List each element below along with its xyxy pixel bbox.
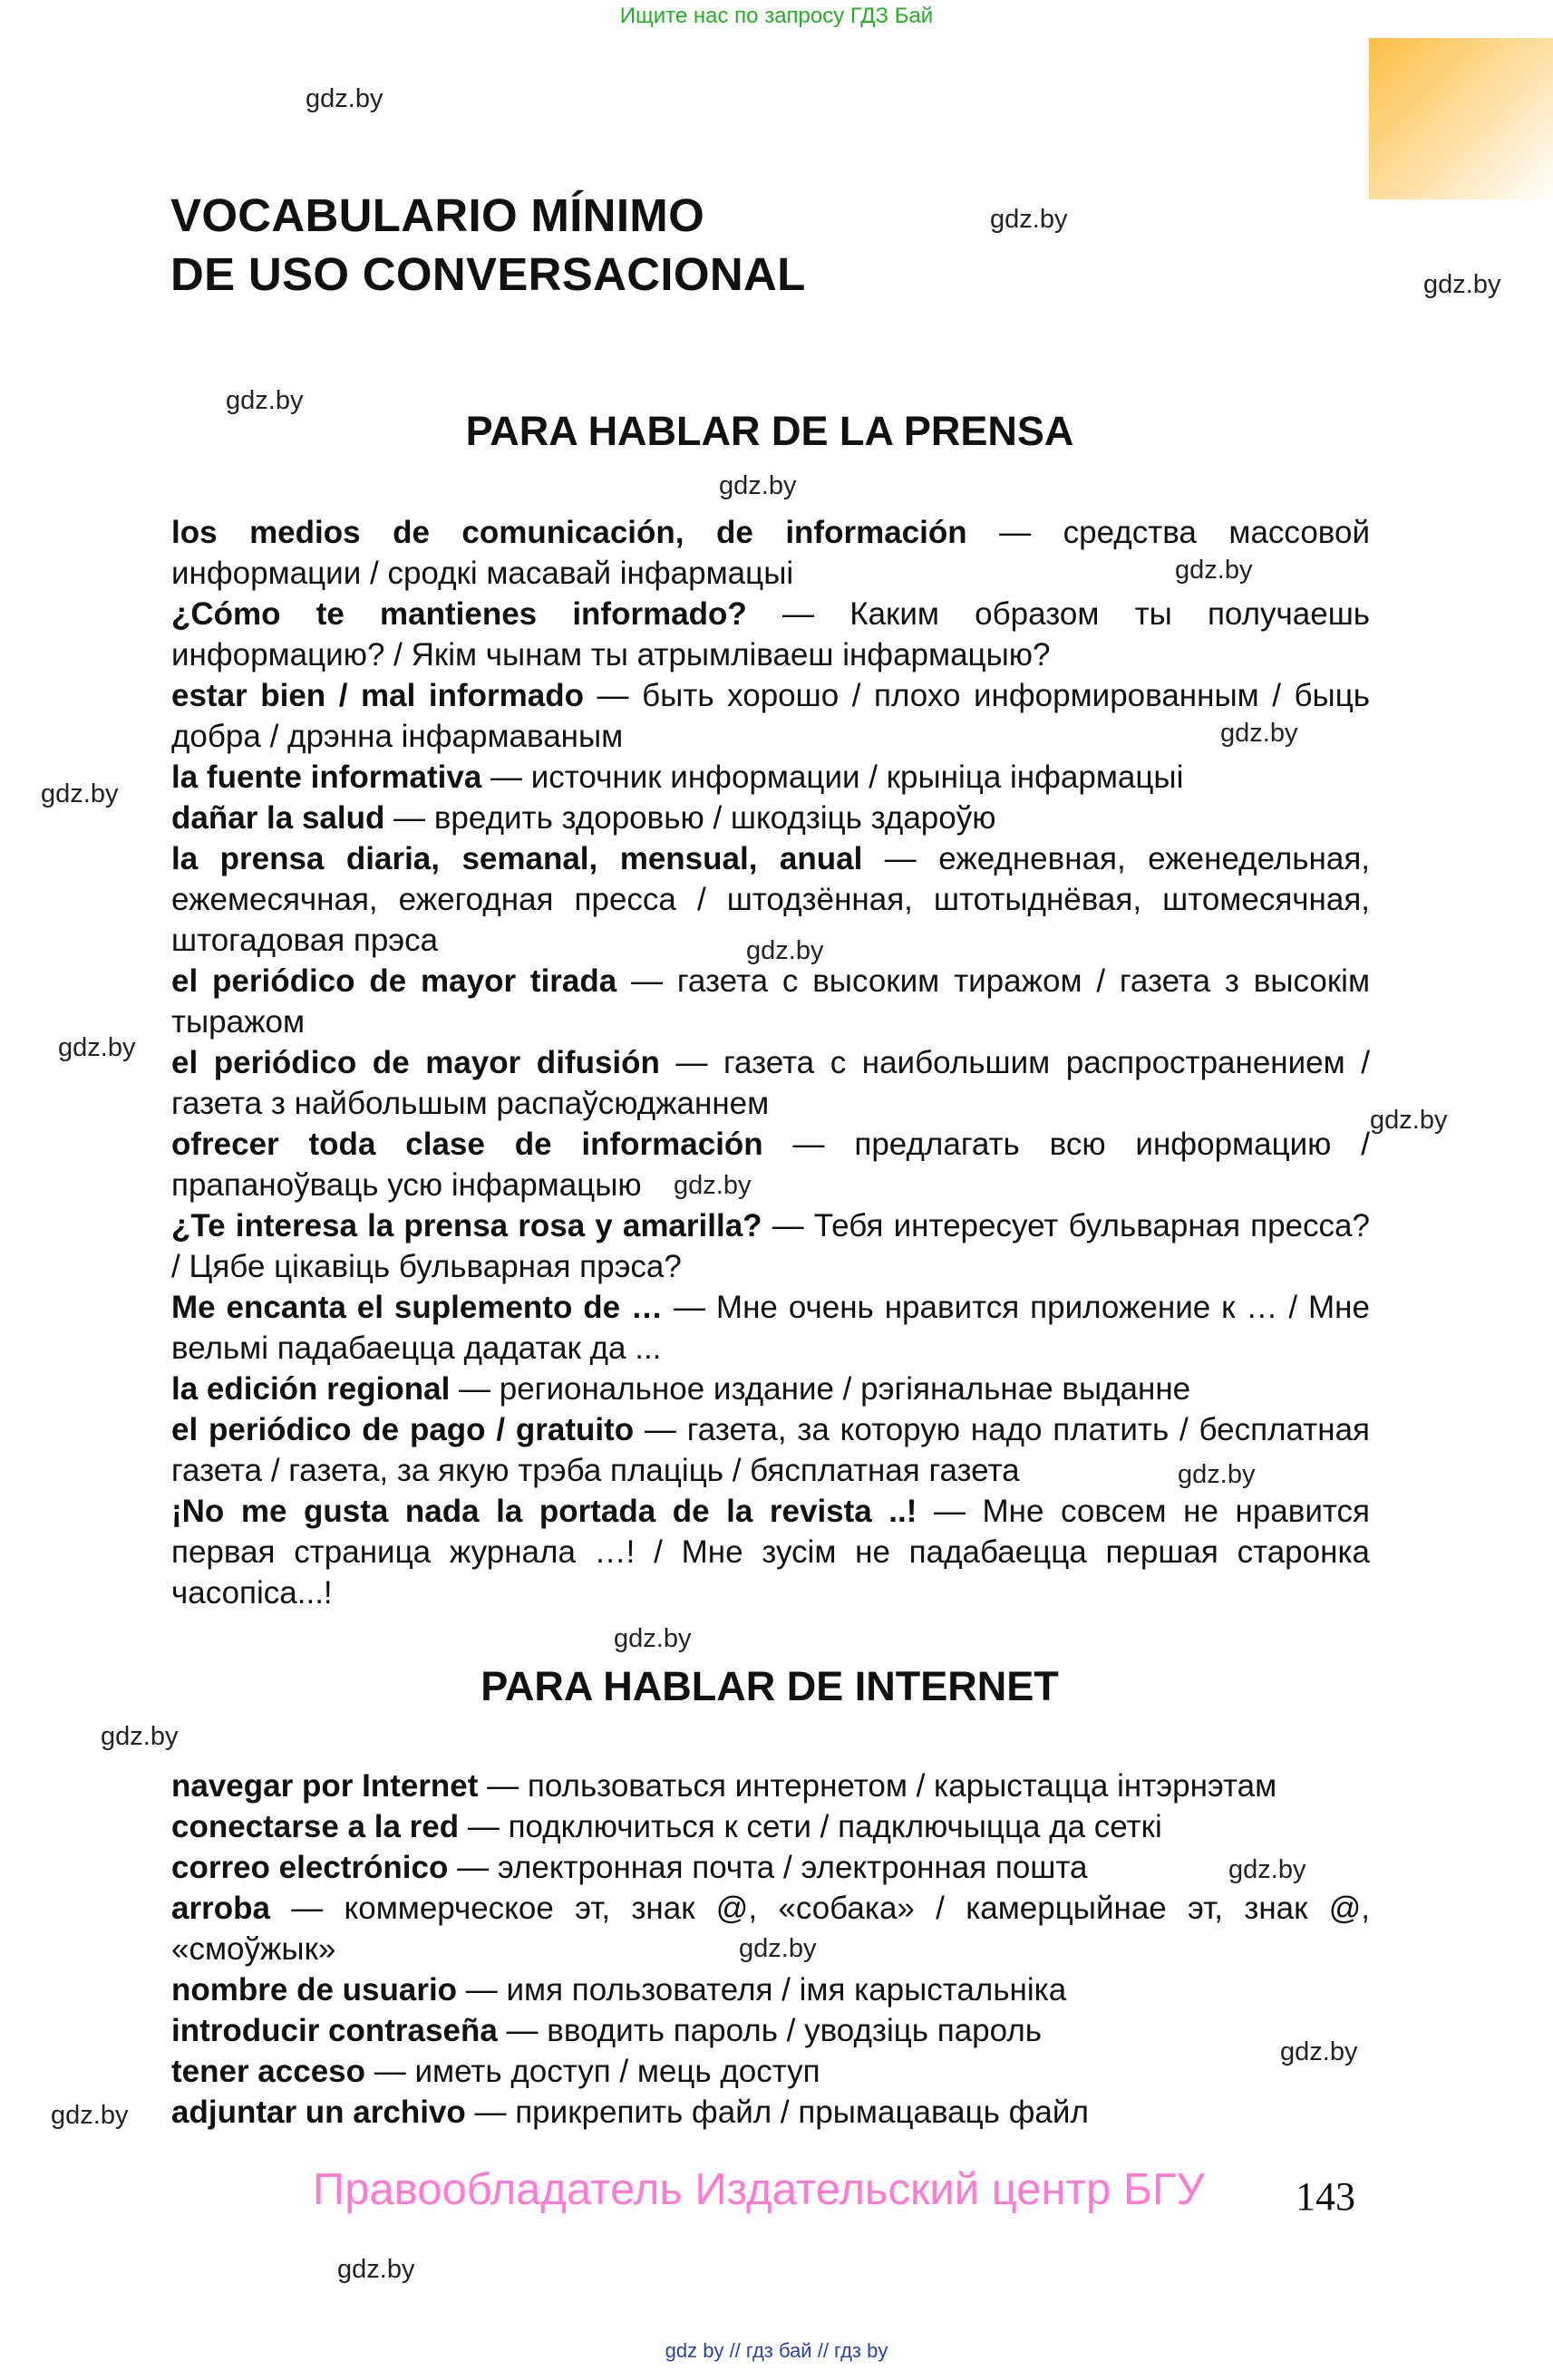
entry-translation: — ежедневная, еженедельная, ежемесячная, ежегодная пресса / штодзённая, штотыднёвая, штомесячная, штогадовая прэса bbox=[171, 841, 1371, 958]
watermark: gdz.by bbox=[990, 205, 1068, 234]
entry-translation: — вводить пароль / уводзіць пароль bbox=[497, 2013, 1042, 2048]
page-title-line-2: DE USO CONVERSACIONAL bbox=[170, 248, 806, 300]
entry-translation: — прикрепить файл / прымацаваць файл bbox=[465, 2095, 1089, 2130]
entry-term: tener acceso bbox=[171, 2054, 366, 2089]
entry-term: ¡No me gusta nada la portada de la revista ..! bbox=[171, 1494, 917, 1529]
entry-term: la prensa diaria, semanal, mensual, anual bbox=[171, 841, 863, 876]
entry-term: los medios de comunicación, de información bbox=[171, 515, 967, 550]
watermark: gdz.by bbox=[719, 471, 797, 500]
top-notice: Ищите нас по запросу ГДЗ Бай bbox=[619, 4, 934, 28]
entry-translation: — предлагать всю информацию / прапаноўваць усю інфармацыю bbox=[171, 1127, 1370, 1203]
watermark: gdz.by bbox=[337, 2255, 415, 2284]
entry-term: el periódico de mayor tirada bbox=[171, 963, 617, 999]
entry-translation: — Мне очень нравится приложение к … / Мне вельмі падабаецца дадатак да ... bbox=[171, 1290, 1370, 1366]
entry-term: navegar por Internet bbox=[171, 1768, 479, 1804]
entry-term: nombre de usuario bbox=[171, 1972, 458, 2008]
entry-term: ¿Te interesa la prensa rosa y amarilla? bbox=[171, 1208, 762, 1243]
entry-term: ¿Cómo te mantienes informado? bbox=[171, 596, 747, 632]
watermark: gdz.by bbox=[1423, 270, 1501, 299]
section-heading-prensa: PARA HABLAR DE LA PRENSA bbox=[465, 408, 1074, 454]
entry-term: el periódico de mayor difusión bbox=[171, 1045, 660, 1080]
vocabulary-entry bbox=[171, 2010, 1370, 2051]
entry-term: Me encanta el suplemento de … bbox=[171, 1290, 664, 1325]
entry-term: adjuntar un archivo bbox=[171, 2095, 466, 2130]
corner-decoration bbox=[1369, 38, 1553, 199]
bottom-links: gdz by // гдз бай // гдз by bbox=[665, 2339, 888, 2362]
entry-translation: — средства массовой информации / сродкі масавай інфармацыі bbox=[171, 515, 1370, 591]
entry-translation: — Тебя интересует бульварная пресса? / Цябе цікавіць бульварная прэса? bbox=[171, 1208, 1370, 1284]
watermark: gdz.by bbox=[1178, 1460, 1256, 1489]
entry-translation: — вредить здоровью / шкодзіць здароўю bbox=[384, 800, 996, 836]
entry-term: arroba bbox=[171, 1891, 270, 1926]
vocabulary-entry bbox=[171, 961, 1370, 1042]
entry-translation: — коммерческое эт, знак @, «собака» / камерцыйнае эт, знак @, «смоўжык» bbox=[171, 1891, 1370, 1967]
vocabulary-entry bbox=[171, 2092, 1370, 2133]
entry-translation: — электронная почта / электронная пошта bbox=[448, 1850, 1088, 1885]
watermark: gdz.by bbox=[1228, 1855, 1306, 1884]
entry-translation: — Мне совсем не нравится первая страница журнала …! / Мне зусім не падабаецца першая старонка часопіса...! bbox=[171, 1494, 1370, 1611]
vocabulary-list-prensa bbox=[171, 512, 1370, 1613]
watermark: gdz.by bbox=[101, 1722, 179, 1751]
page-title bbox=[170, 186, 806, 304]
watermark: gdz.by bbox=[1370, 1106, 1448, 1135]
entry-translation: — газета с наибольшим распространением / газета з найбольшым распаўсюджаннем bbox=[171, 1045, 1370, 1121]
watermark: gdz.by bbox=[614, 1624, 692, 1653]
entry-term: la fuente informativa bbox=[171, 759, 482, 795]
vocabulary-entry bbox=[171, 675, 1370, 757]
entry-translation: — имя пользователя / імя карыстальніка bbox=[457, 1972, 1067, 2008]
watermark: gdz.by bbox=[674, 1171, 752, 1200]
watermark: gdz.by bbox=[1175, 556, 1253, 585]
entry-translation: — газета с высоким тиражом / газета з высокім тыражом bbox=[171, 963, 1371, 1040]
vocabulary-entry bbox=[171, 2051, 1370, 2092]
entry-term: conectarse a la red bbox=[171, 1809, 460, 1844]
entry-translation: — подключиться к сети / падключыцца да сеткі bbox=[459, 1809, 1162, 1844]
vocabulary-entry bbox=[171, 1766, 1370, 1806]
entry-translation: — источник информации / крыніца інфармацыі bbox=[481, 759, 1184, 795]
entry-term: ofrecer toda clase de información bbox=[171, 1127, 763, 1162]
entry-term: el periódico de pago / gratuito bbox=[171, 1412, 635, 1447]
entry-term: introducir contraseña bbox=[171, 2013, 498, 2048]
watermark: gdz.by bbox=[1280, 2037, 1358, 2066]
entry-term: dañar la salud bbox=[171, 800, 385, 836]
watermark: gdz.by bbox=[306, 84, 383, 113]
watermark: gdz.by bbox=[226, 386, 304, 415]
vocabulary-entry bbox=[171, 757, 1370, 798]
watermark: gdz.by bbox=[1220, 719, 1298, 748]
watermark: gdz.by bbox=[739, 1934, 817, 1963]
copyright-holder: Правообладатель Издательский центр БГУ bbox=[313, 2165, 1205, 2214]
vocabulary-entry bbox=[171, 594, 1370, 675]
vocabulary-entry bbox=[171, 1124, 1370, 1205]
entry-translation: — газета, за которую надо платить / бесплатная газета / газета, за якую трэба плаціць / бясплатная газета bbox=[171, 1412, 1370, 1488]
vocabulary-entry bbox=[171, 1491, 1370, 1613]
watermark: gdz.by bbox=[51, 2101, 129, 2130]
entry-term: estar bien / mal informado bbox=[171, 678, 584, 713]
entry-translation: — быть хорошо / плохо информированным / быць добра / дрэнна інфармаваным bbox=[171, 678, 1370, 754]
page-number: 143 bbox=[1296, 2174, 1355, 2219]
vocabulary-entry bbox=[171, 1205, 1370, 1287]
entry-term: correo electrónico bbox=[171, 1850, 449, 1885]
entry-translation: — иметь доступ / мець доступ bbox=[365, 2054, 820, 2089]
vocabulary-entry bbox=[171, 1806, 1370, 1847]
entry-translation: — пользоваться интернетом / карыстацца інтэрнэтам bbox=[478, 1768, 1277, 1804]
watermark: gdz.by bbox=[58, 1033, 136, 1062]
vocabulary-entry bbox=[171, 798, 1370, 838]
entry-term: la edición regional bbox=[171, 1371, 451, 1407]
vocabulary-entry bbox=[171, 1287, 1370, 1369]
entry-translation: — Каким образом ты получаешь информацию? / Якім чынам ты атрымліваеш інфармацыю? bbox=[171, 596, 1371, 672]
entry-translation: — региональное издание / рэгіянальнае выданне bbox=[450, 1371, 1191, 1407]
watermark: gdz.by bbox=[41, 779, 119, 808]
vocabulary-entry bbox=[171, 1969, 1370, 2010]
section-heading-internet: PARA HABLAR DE INTERNET bbox=[480, 1663, 1059, 1709]
watermark: gdz.by bbox=[746, 936, 824, 965]
vocabulary-entry bbox=[171, 1847, 1370, 1888]
page-title-line-1: VOCABULARIO MÍNIMO bbox=[170, 189, 705, 241]
vocabulary-entry bbox=[171, 1042, 1370, 1124]
vocabulary-entry bbox=[171, 1369, 1370, 1409]
